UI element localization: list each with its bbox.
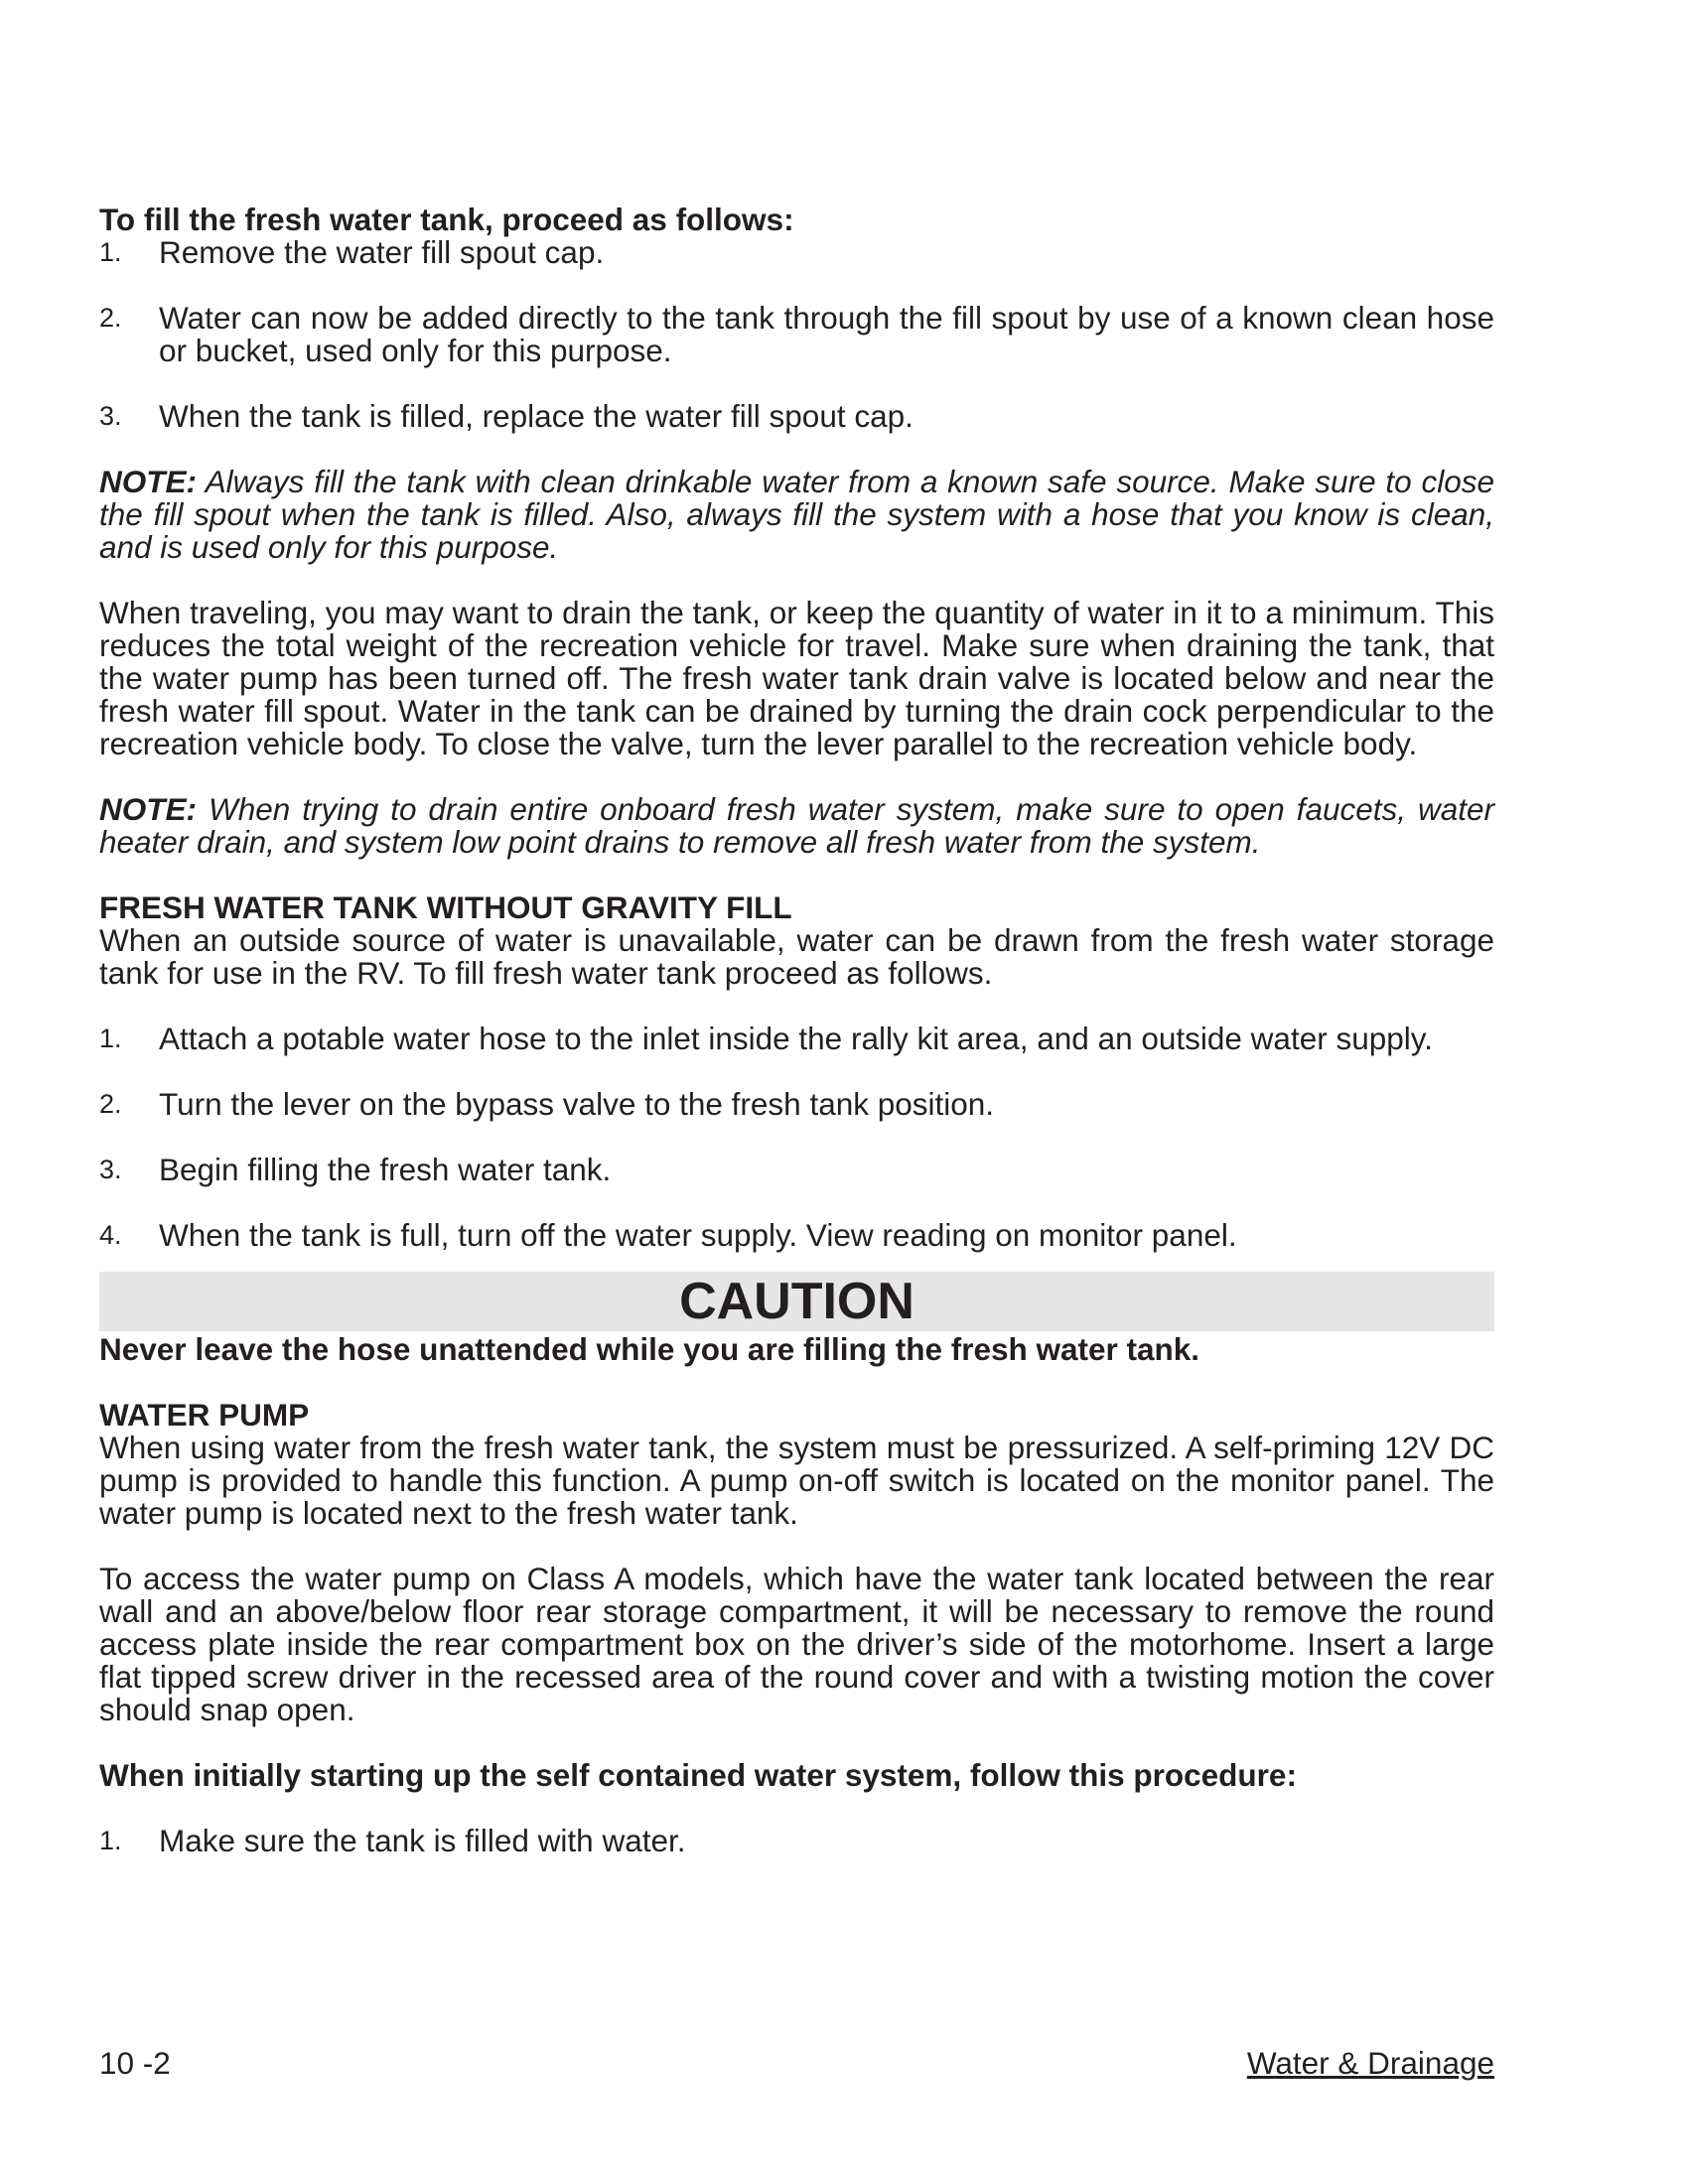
gravity-fill-heading: FRESH WATER TANK WITHOUT GRAVITY FILL (99, 889, 792, 925)
step-text: Attach a potable water hose to the inlet inside the rally kit area, and an outside water supply. (159, 1021, 1433, 1056)
note-label: NOTE: (99, 791, 197, 827)
fill-step (99, 400, 1494, 433)
step-text: Make sure the tank is filled with water. (159, 1823, 686, 1858)
startup-heading: When initially starting up the self contained water system, follow this procedure: (99, 1757, 1297, 1793)
startup-step (99, 1825, 1494, 1857)
step-number: 2. (99, 303, 122, 333)
step-text: Water can now be added directly to the tank through the fill spout by use of a known clean hose or bucket, used only for this purpose. (159, 300, 1494, 368)
step-number: 2. (99, 1089, 122, 1119)
step-text: Begin filling the fresh water tank. (159, 1152, 612, 1187)
gravity-step (99, 1088, 1494, 1121)
step-number: 3. (99, 401, 122, 431)
gravity-step (99, 1023, 1494, 1055)
step-number: 4. (99, 1220, 122, 1250)
step-number: 3. (99, 1155, 122, 1184)
step-number: 1. (99, 237, 122, 267)
fill-step (99, 302, 1494, 367)
gravity-step (99, 1154, 1494, 1186)
step-text: Remove the water fill spout cap. (159, 234, 605, 270)
page-number: 10 -2 (99, 2045, 171, 2081)
water-pump-paragraph: When using water from the fresh water tank, the system must be pressurized. A self-priming 12V DC pump is provided to handle this function. A pump on-off switch is located on the monitor panel. The water pump is located next to the fresh water tank. (99, 1430, 1494, 1531)
step-text: Turn the lever on the bypass valve to the fresh tank position. (159, 1086, 995, 1122)
water-pump-heading: WATER PUMP (99, 1397, 310, 1433)
note-text: When trying to drain entire onboard fresh water system, make sure to open faucets, water heater drain, and system low point drains to remove all fresh water from the system. (99, 791, 1494, 860)
step-text: When the tank is full, turn off the water supply. View reading on monitor panel. (159, 1217, 1237, 1253)
note-fill-water (99, 466, 1494, 564)
page-content (99, 204, 1494, 1857)
note-text: Always fill the tank with clean drinkable water from a known safe source. Make sure to close the fill spout when the tank is filled. Also, always fill the system with a hose that you know is clean, and is used only for this purpose. (99, 464, 1494, 565)
gravity-fill-paragraph: When an outside source of water is unavailable, water can be drawn from the fresh water storage tank for use in the RV. To fill fresh water tank proceed as follows. (99, 922, 1494, 991)
note-drain-system (99, 793, 1494, 859)
gravity-step (99, 1219, 1494, 1252)
fill-heading: To fill the fresh water tank, proceed as follows: (99, 202, 794, 237)
access-pump-paragraph: To access the water pump on Class A models, which have the water tank located between the rear wall and an above/below floor rear storage compartment, it will be necessary to remove the round access plate inside the rear compartment box on the driver’s side of the motorhome. Insert a large flat tipped screw driver in the recessed area of the round cover and with a twisting motion the cover should snap open. (99, 1561, 1494, 1727)
fill-step (99, 236, 1494, 269)
section-title: Water & Drainage (1246, 2045, 1494, 2081)
step-number: 1. (99, 1826, 122, 1855)
note-label: NOTE: (99, 464, 197, 499)
step-text: When the tank is filled, replace the water fill spout cap. (159, 398, 914, 434)
caution-text: Never leave the hose unattended while you are filling the fresh water tank. (99, 1331, 1200, 1367)
traveling-paragraph: When traveling, you may want to drain the tank, or keep the quantity of water in it to a minimum. This reduces the total weight of the recreation vehicle for travel. Make sure when draining the tank, that the water pump has been turned off. The fresh water tank drain valve is located below and near the fresh water fill spout. Water in the tank can be drained by turning the drain cock perpendicular to the recreation vehicle body. To close the valve, turn the lever parallel to the recreation vehicle body. (99, 595, 1494, 761)
caution-banner: CAUTION (99, 1272, 1494, 1331)
step-number: 1. (99, 1024, 122, 1053)
